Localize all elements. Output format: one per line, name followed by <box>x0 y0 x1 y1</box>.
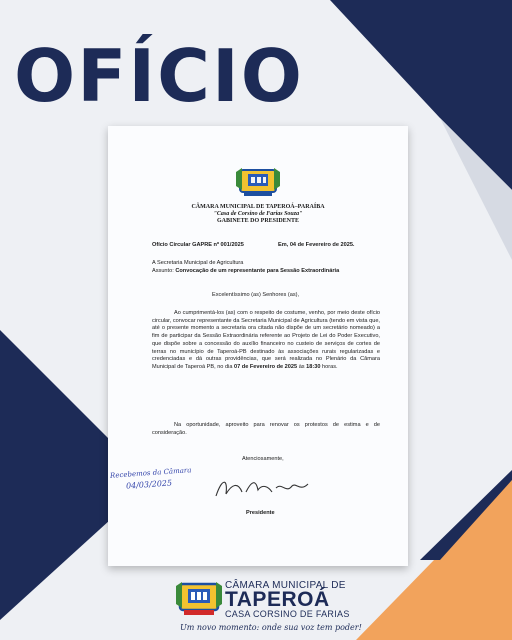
letter-paragraph-2: Na oportunidade, aproveito para renovar os protestos de estima e de consideração. <box>152 422 380 436</box>
municipal-seal-icon <box>234 162 282 198</box>
letterhead-institution: CÂMARA MUNICIPAL DE TAPEROÁ–PARAÍBA <box>191 204 325 210</box>
letterhead-house: "Casa de Corsino de Farias Souza" <box>213 211 303 217</box>
camara-logo-icon <box>176 576 222 618</box>
letter-subject-line <box>152 268 339 276</box>
signer-title: Presidente <box>246 510 275 516</box>
official-letter <box>108 126 408 566</box>
session-at: às <box>298 363 305 370</box>
session-time: 18:30 <box>306 363 321 370</box>
footer-brand-line-1: CÂMARA MUNICIPAL DE <box>225 580 346 591</box>
letterhead-office: GABINETE DO PRESIDENTE <box>216 218 300 224</box>
letter-reference: Ofício Circular GAPRE nº 001/2025 <box>152 242 244 248</box>
letter-salutation: Excelentíssimo (as) Senhores (as), <box>212 292 300 298</box>
letter-date: Em, 04 de Fevereiro de 2025. <box>278 242 355 248</box>
received-note-line-1: Recebemos da Câmara <box>109 466 192 480</box>
session-date: 07 de Fevereiro de 2025 <box>234 363 298 370</box>
received-note-line-2: 04/03/2025 <box>125 478 173 491</box>
left-navy-triangle <box>0 330 110 620</box>
president-signature <box>212 474 312 502</box>
subject-label: Assunto: <box>152 268 174 274</box>
footer-brand-line-3: CASA CORSINO DE FARIAS <box>225 609 350 619</box>
subject-text: Convocação de um representante para Sessão Extraordinária <box>175 268 340 274</box>
letter-closing: Atenciosamente, <box>242 456 284 462</box>
footer-slogan: Um novo momento: onde sua voz tem poder! <box>180 623 362 632</box>
letter-paragraph-1 <box>152 310 380 372</box>
letter-recipient: A Secretaria Municipal de Agricultura <box>152 260 244 266</box>
page-headline: OFÍCIO <box>14 34 305 118</box>
footer-brand-name: TAPEROÁ <box>225 588 330 611</box>
session-hours: horas. <box>322 363 338 370</box>
paragraph-1-text: Ao cumprimentá-los (as) com o respeito de costume, venho, por meio deste ofício circular, convocar representante da Secretaria Municipal de Agricultura (tendo em vista que, até o presente momento a secretaria ora citada não dispõe de um secretário nomeado) a fim de participar da Sessão Extraordinária referente ao Projeto de Lei do Poder Executivo, que dispõe sobre a concessão do auxílio financeiro no custeio de serviços de cortes de terras no município de Taperoá-PB destinado às associações rurais regularizadas e credenciadas e dá outras providências, que será realizada no Plenário da Câmara Municipal de Taperoá PB, no dia <box>152 310 380 370</box>
